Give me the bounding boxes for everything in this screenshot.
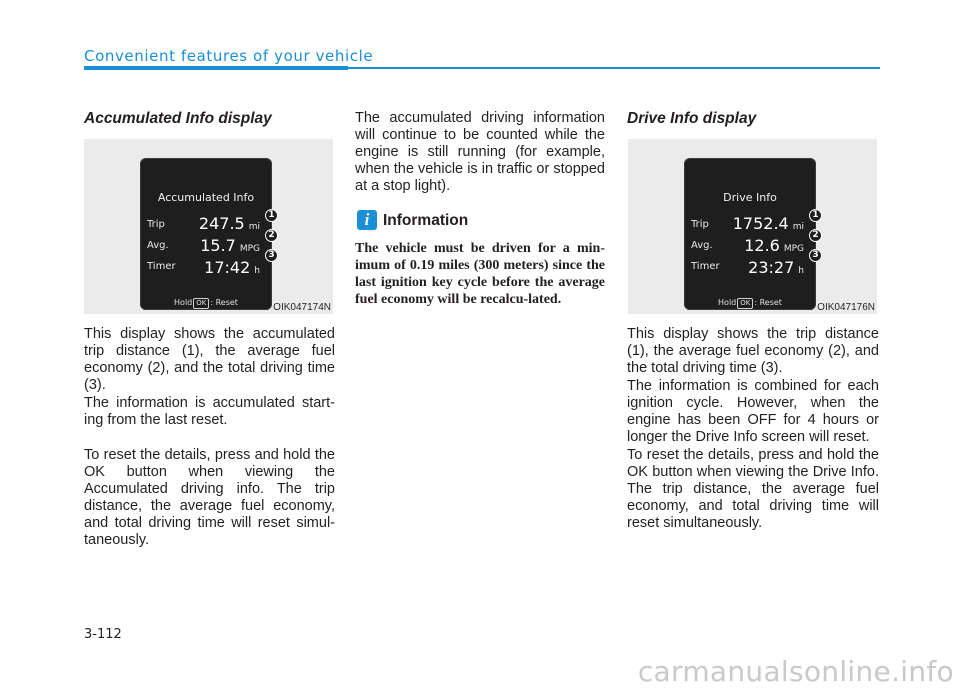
header-rule-thick [84,66,348,70]
accumulated-info-title: Accumulated Info display [84,110,272,127]
lcd-trip-label: Trip [147,219,165,230]
drive-info-para-3: To reset the details, press and hold the OK button when viewing the Drive Info. The trip distance, the average fuel economy, and total driving time will reset simultaneously. [627,447,879,531]
ok-button-glyph: OK [737,298,753,309]
accumulated-continued-para: The accumulated driving information will continue to be counted while the engine is still running (for example, when the vehicle is in traffic or stopped at a stop light). [355,110,605,194]
avg-unit: MPG [239,244,260,254]
timer-unit: h [798,266,804,276]
information-icon: i [357,210,377,230]
header-rule-thin [348,67,880,69]
reset-prefix: Hold [174,298,193,307]
timer-value: 17:42 [204,258,251,277]
trip-unit: mi [792,222,804,232]
information-title: Information [383,212,469,229]
accumulated-para-2: The information is accumulated start-ing from the last reset. [84,395,335,428]
lcd-timer-label: Timer [147,261,176,272]
callout-3: 3 [809,249,822,262]
lcd-avg-value [744,236,804,255]
lcd-reset-hint [684,298,816,309]
page-number: 3-112 [84,627,122,642]
drive-info-figure [628,139,877,314]
callout-1: 1 [809,209,822,222]
trip-unit: mi [248,222,260,232]
cluster-lcd-screen [140,158,272,310]
trip-value: 1752.4 [732,214,789,233]
callout-2: 2 [265,229,278,242]
lcd-reset-hint [140,298,272,309]
lcd-avg-label: Avg. [147,240,169,251]
callout-3: 3 [265,249,278,262]
trip-value: 247.5 [198,214,245,233]
lcd-timer-label: Timer [691,261,720,272]
callout-1: 1 [265,209,278,222]
avg-value: 12.6 [744,236,780,255]
figure-code: OIK047176N [817,302,875,313]
reset-suffix: : Reset [210,298,238,307]
lcd-avg-label: Avg. [691,240,713,251]
lcd-trip-label: Trip [691,219,709,230]
callout-2: 2 [809,229,822,242]
timer-value: 23:27 [748,258,795,277]
accumulated-info-figure [84,139,333,314]
timer-unit: h [254,266,260,276]
avg-unit: MPG [783,244,804,254]
ok-button-glyph: OK [193,298,209,309]
lcd-trip-value [733,214,804,233]
lcd-screen-title: Drive Info [723,191,777,204]
lcd-screen-title: Accumulated Info [157,191,255,204]
lcd-avg-value [200,236,260,255]
cluster-lcd-screen [684,158,816,310]
watermark-text: carmanualsonline.info [637,655,954,688]
lcd-timer-value [748,258,804,277]
figure-code: OIK047174N [273,302,331,313]
lcd-timer-value [204,258,260,277]
drive-info-title: Drive Info display [627,110,757,127]
section-header-title: Convenient features of your vehicle [84,47,374,65]
accumulated-para-3: To reset the details, press and hold the OK button when viewing the Accumulated driving info. The trip distance, the average fuel economy, and total driving time will reset simul-taneously. [84,447,335,548]
reset-suffix: : Reset [754,298,782,307]
information-body: The vehicle must be driven for a min-imum of 0.19 miles (300 meters) since the last ignition key cycle before the average fuel economy will be recalcu-lated. [355,241,605,307]
avg-value: 15.7 [200,236,236,255]
drive-info-para-1: This display shows the trip distance (1), the average fuel economy (2), and the total driving time (3). [627,326,879,376]
lcd-trip-value [199,214,260,233]
drive-info-para-2: The information is combined for each ignition cycle. However, when the engine has been OFF for 4 hours or longer the Drive Info screen will reset. [627,378,879,445]
accumulated-para-1: This display shows the accumulated trip distance (1), the average fuel economy (2), and the total driving time (3). [84,326,335,393]
reset-prefix: Hold [718,298,737,307]
